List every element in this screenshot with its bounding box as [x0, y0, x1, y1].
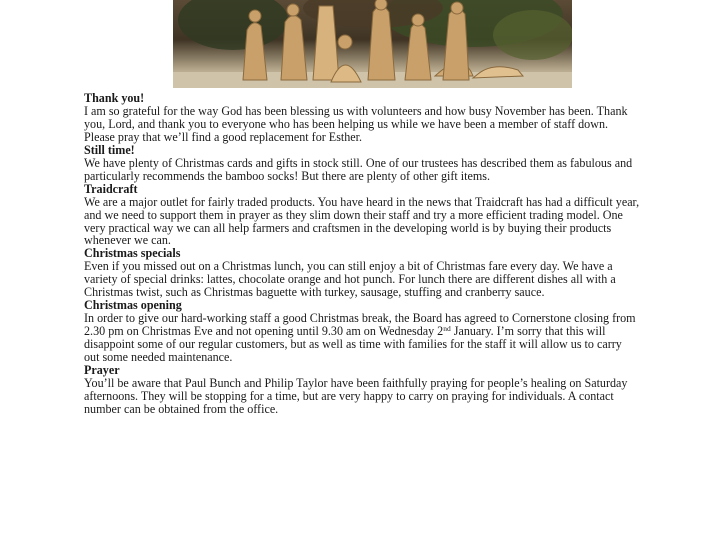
- section-body-prayer: You’ll be aware that Paul Bunch and Philip Taylor have been faithfully praying for people’s healing on Saturday afternoons. They will be stopping for a time, but are very happy to carry on praying for individuals. A contact number can be obtained from the office.: [84, 375, 628, 416]
- section-body-thank-you: I am so grateful for the way God has been blessing us with volunteers and how busy November has been. Thank you, Lord, and thank you to everyone who has been helping us while we have been a member of staff down. Please pray that we’ll find a good replacement for Esther.: [84, 103, 628, 144]
- nativity-figures-icon: [173, 0, 572, 88]
- section-title-thank-you: Thank you!: [84, 91, 145, 105]
- section-body-christmas-specials: Even if you missed out on a Christmas lunch, you can still enjoy a bit of Christmas fare every day. We have a variety of special drinks: lattes, chocolate orange and hot punch. For lunch there are different dishes all with a Christmas twist, such as Christmas baguette with turkey, sausage, stuffing and cranberry sauce.: [84, 259, 616, 300]
- newsletter-content: [84, 92, 640, 416]
- nativity-scene-photo: [173, 0, 572, 88]
- section-title-still-time: Still time!: [84, 142, 135, 157]
- christmas-opening-text-end: January. I’m sorry that this will disappoint some of our regular customers, but as well as time with families for the staff it will allow us to carry out some needed maintenance.: [84, 324, 622, 365]
- section-body-traidcraft: We are a major outlet for fairly traded products. You have heard in the news that Traidcraft has had a difficult year, and we need to support them in prayer as they slim down their staff and try a more efficient trading model. One very practical way we can all help farmers and craftsmen in the developing world is by buying their products whenever we can.: [84, 194, 640, 248]
- section-title-prayer: Prayer: [84, 363, 120, 378]
- christmas-opening-text-start: In order to give our hard-working staff a good Christmas break, the Board has agreed to Cornerstone closing from 2.30 pm on Christmas Eve and not opening until 9.30 am on Wednesday 2: [84, 311, 636, 339]
- section-body-christmas-opening: [84, 312, 640, 364]
- section-title-traidcraft: Traidcraft: [84, 181, 138, 196]
- section-title-christmas-specials: Christmas specials: [84, 246, 181, 261]
- section-title-christmas-opening: Christmas opening: [84, 298, 182, 313]
- section-body-still-time: We have plenty of Christmas cards and gifts in stock still. One of our trustees has described them as fabulous and particularly recommends the bamboo socks! But there are plenty of other gift items.: [84, 155, 633, 183]
- ordinal-suffix: nd: [443, 324, 451, 334]
